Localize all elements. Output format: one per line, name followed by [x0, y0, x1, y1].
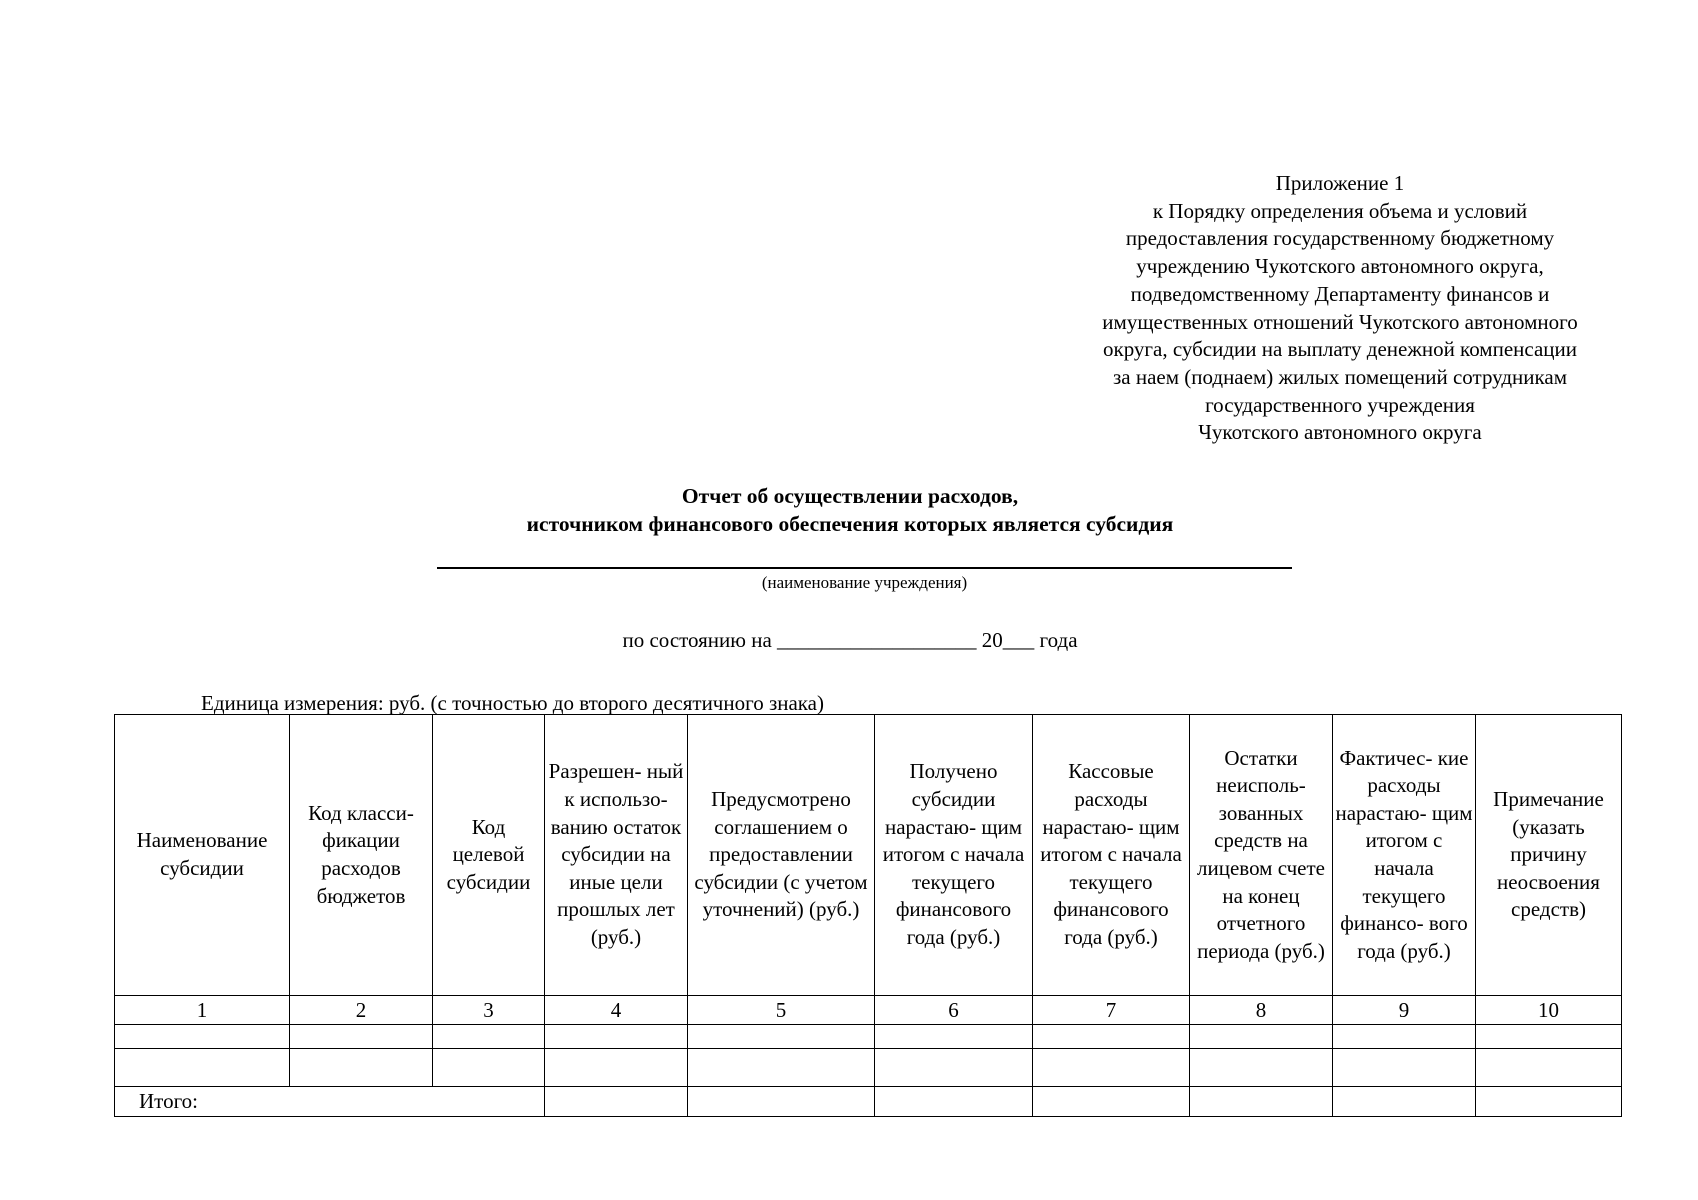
annex-line: подведомственному Департаменту финансов и [1130, 281, 1550, 306]
annex-line: учреждению Чукотского автономного округа, [1136, 254, 1544, 279]
annex-line: Приложение 1 [1275, 171, 1405, 195]
annex-line: предоставления государственному бюджетному [1125, 226, 1555, 251]
column-number-cell: 9 [1333, 996, 1476, 1025]
annex-line: имущественных отношений Чукотского автономного [1102, 309, 1578, 334]
data-cell[interactable] [545, 1025, 688, 1049]
data-cell[interactable] [1333, 1049, 1476, 1087]
annex-line: округа, субсидии на выплату денежной компенсации [1103, 337, 1577, 362]
data-cell[interactable] [433, 1025, 545, 1049]
column-number-cell: 6 [875, 996, 1033, 1025]
annex-block [1040, 170, 1640, 447]
column-number-cell: 8 [1190, 996, 1333, 1025]
data-cell[interactable] [115, 1049, 290, 1087]
data-cell[interactable] [1190, 1025, 1333, 1049]
header-cell: Примечание (указать причину неосвоения средств) [1476, 715, 1622, 996]
column-number-cell: 4 [545, 996, 688, 1025]
report-title-line2: источником финансового обеспечения которых является субсидия [526, 512, 1174, 536]
column-number-cell: 1 [115, 996, 290, 1025]
header-cell: Остатки неисполь- зованных средств на лицевом счете на конец отчетного периода (руб.) [1190, 715, 1333, 996]
header-cell: Код целевой субсидии [433, 715, 545, 996]
data-cell[interactable] [290, 1049, 433, 1087]
total-cell[interactable] [688, 1087, 875, 1117]
header-cell: Код класси- фикации расходов бюджетов [290, 715, 433, 996]
organization-name-caption: (наименование учреждения) [761, 573, 968, 592]
column-number-cell: 5 [688, 996, 875, 1025]
data-cell[interactable] [1333, 1025, 1476, 1049]
organization-name-line [437, 567, 1292, 569]
header-cell: Предусмотрено соглашением о предоставлении субсидии (с учетом уточнений) (руб.) [688, 715, 875, 996]
data-cell[interactable] [115, 1025, 290, 1049]
data-cell[interactable] [1190, 1049, 1333, 1087]
header-cell: Фактичес- кие расходы нарастаю- щим итогом с начала текущего финансо- вого года (руб.) [1333, 715, 1476, 996]
report-table [114, 714, 1622, 1117]
as-of-date-line: по состоянию на ___________________ 20___ года [622, 628, 1078, 652]
data-cell[interactable] [688, 1025, 875, 1049]
data-cell[interactable] [875, 1025, 1033, 1049]
data-cell[interactable] [1476, 1049, 1622, 1087]
total-cell[interactable] [1333, 1087, 1476, 1117]
data-cell[interactable] [1476, 1025, 1622, 1049]
total-label: Итого: [115, 1087, 545, 1117]
data-cell[interactable] [1033, 1049, 1190, 1087]
data-cell[interactable] [433, 1049, 545, 1087]
column-number-cell: 3 [433, 996, 545, 1025]
total-cell[interactable] [1476, 1087, 1622, 1117]
report-title-line1: Отчет об осуществлении расходов, [681, 484, 1019, 508]
total-row [115, 1087, 1622, 1117]
header-cell: Кассовые расходы нарастаю- щим итогом с начала текущего финансового года (руб.) [1033, 715, 1190, 996]
column-number-row [115, 996, 1622, 1025]
column-number-cell: 7 [1033, 996, 1190, 1025]
column-number-cell: 2 [290, 996, 433, 1025]
data-cell[interactable] [1033, 1025, 1190, 1049]
data-cell[interactable] [290, 1025, 433, 1049]
total-cell[interactable] [1190, 1087, 1333, 1117]
unit-of-measure: Единица измерения: руб. (с точностью до второго десятичного знака) [201, 691, 824, 715]
total-cell[interactable] [1033, 1087, 1190, 1117]
total-cell[interactable] [875, 1087, 1033, 1117]
column-number-cell: 10 [1476, 996, 1622, 1025]
annex-line: за наем (поднаем) жилых помещений сотрудникам [1112, 364, 1568, 389]
data-row [115, 1025, 1622, 1049]
annex-line: Чукотского автономного округа [1198, 420, 1482, 445]
header-row [115, 715, 1622, 996]
total-cell[interactable] [545, 1087, 688, 1117]
data-cell[interactable] [545, 1049, 688, 1087]
annex-line: государственного учреждения [1205, 392, 1475, 417]
data-cell[interactable] [875, 1049, 1033, 1087]
header-cell: Разрешен- ный к использо- ванию остаток субсидии на иные цели прошлых лет (руб.) [545, 715, 688, 996]
data-cell[interactable] [688, 1049, 875, 1087]
data-row [115, 1049, 1622, 1087]
header-cell: Получено субсидии нарастаю- щим итогом с начала текущего финансового года (руб.) [875, 715, 1033, 996]
report-title [400, 482, 1300, 538]
annex-line: к Порядку определения объема и условий [1152, 198, 1528, 223]
header-cell: Наименование субсидии [115, 715, 290, 996]
